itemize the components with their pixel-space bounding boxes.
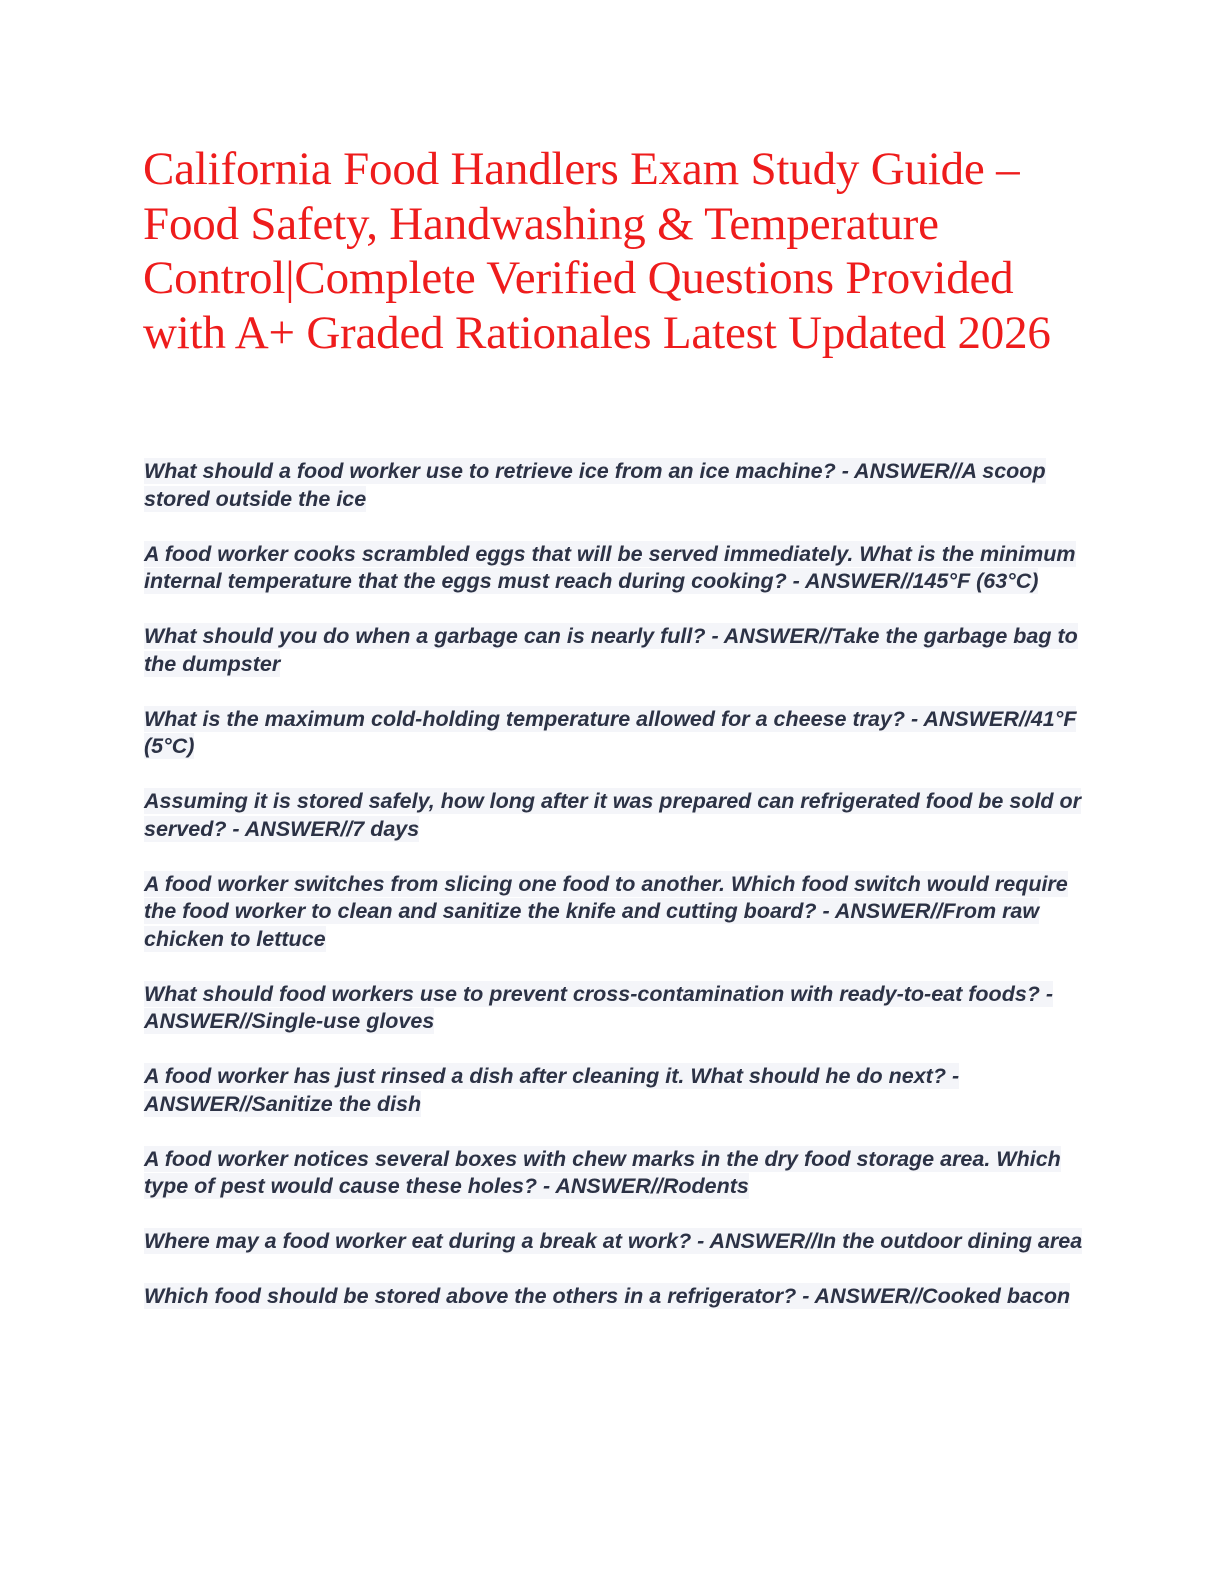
qa-text: What should a food worker use to retrieve ice from an ice machine? - ANSWER//A scoop stored outside the ice [144,459,1046,511]
qa-text: A food worker switches from slicing one food to another. Which food switch would require the food worker to clean and sanitize the knife and cutting board? - ANSWER//From raw chicken to lettuce [144,871,1068,951]
qa-text: Where may a food worker eat during a break at work? - ANSWER//In the outdoor dining area [144,1229,1083,1253]
qa-item [144,1283,1084,1311]
qa-text: What is the maximum cold-holding temperature allowed for a cheese tray? - ANSWER//41°F (5°C) [144,706,1077,758]
qa-item [144,788,1084,843]
qa-item [144,1228,1084,1256]
qa-item [144,623,1084,678]
qa-item [144,1146,1084,1201]
qa-item [144,458,1084,513]
qa-item [144,871,1084,954]
qa-text: What should food workers use to prevent cross-contamination with ready-to-eat foods? - ANSWER//Single-use gloves [144,981,1054,1033]
qa-text: A food worker has just rinsed a dish after cleaning it. What should he do next? - ANSWER//Sanitize the dish [144,1064,960,1116]
qa-item [144,1063,1084,1118]
qa-text: A food worker notices several boxes with chew marks in the dry food storage area. Which type of pest would cause these holes? - ANSWER//Rodents [144,1146,1061,1198]
qa-text: What should you do when a garbage can is nearly full? - ANSWER//Take the garbage bag to the dumpster [144,624,1078,676]
qa-item [144,981,1084,1036]
qa-item [144,541,1084,596]
document-title: California Food Handlers Exam Study Guide – Food Safety, Handwashing & Temperature Control|Complete Verified Questions Provided with A+ Graded Rationales Latest Updated 2026 [143,143,1051,359]
qa-text: Which food should be stored above the others in a refrigerator? - ANSWER//Cooked bacon [144,1284,1071,1308]
qa-text: Assuming it is stored safely, how long after it was prepared can refrigerated food be sold or served? - ANSWER//7 days [144,789,1082,841]
question-answer-list [144,458,1084,1338]
qa-item [144,706,1084,761]
qa-text: A food worker cooks scrambled eggs that will be served immediately. What is the minimum internal temperature that the eggs must reach during cooking? - ANSWER//145°F (63°C) [144,541,1076,593]
